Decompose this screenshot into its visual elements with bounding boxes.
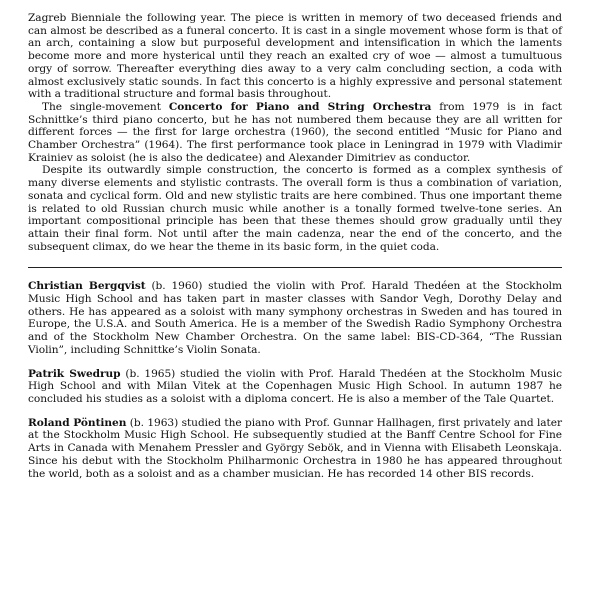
essay-paragraph-3: [28, 164, 562, 253]
biographies-section: [28, 280, 562, 480]
essay-paragraph-1-text: Zagreb Bienniale the following year. The piece is written in memory of two deceased friends and can almost be described as a funeral concerto. It is cast in a single movement whose form is that of an arch, containing a slow but purposeful development and intensification in which the laments become more and more hysterical until they reach an exalted cry of woe — almost a tumultuous orgy of sorrow. Thereafter everything dies away to a very calm concluding section, a coda with almost exclusively static sounds. In fact this concerto is a highly expressive and personal statement with a traditional structure and formal basis throughout.: [28, 12, 562, 101]
section-divider: [28, 267, 562, 268]
essay-paragraph-2-text: from 1979 is in fact Schnittke’s third piano concerto, but he has not numbered them because they are all written for different forces — the first for large orchestra (1960), the second entitled “Music for Piano and Chamber Orchestra” (1964). The first performance took place in Leningrad in 1979 with Vladimir Krainiev as soloist (he is also the dedicatee) and Alexander Dimitriev as conductor.: [28, 100, 562, 164]
work-title: Concerto for Piano and String Orchestra: [168, 100, 432, 113]
bio-paragraph: [28, 417, 562, 481]
essay-paragraph-1: [28, 12, 562, 101]
essay-section: [28, 12, 562, 253]
bio-text: (b. 1963) studied the piano with Prof. Gunnar Hallhagen, first privately and later at the Stockholm Music High School. He subsequently studied at the Banff Centre School for Fine Arts in Canada with Menahem Pressler and György Sebök, and in Vienna with Elisabeth Leonskaja. Since his debut with the Stockholm Philharmonic Orchestra in 1980 he has appeared throughout the world, both as a soloist and as a chamber musician. He has recorded 14 other BIS records.: [28, 416, 562, 480]
booklet-page: [28, 12, 562, 491]
essay-paragraph-3-text: Despite its outwardly simple construction, the concerto is formed as a complex synthesis of many diverse elements and stylistic contrasts. The overall form is thus a combination of variation, sonata and cyclical form. Old and new stylistic traits are here combined. Thus one important theme is related to old Russian church music while another is a tonally formed twelve-tone series. An important compositional principle has been that these themes should grow gradually until they attain their final form. Not until after the main cadenza, near the end of the concerto, and the subsequent climax, do we hear the theme in its basic form, in the quiet coda.: [28, 164, 562, 253]
bio-paragraph: [28, 280, 562, 356]
essay-paragraph-2: [28, 101, 562, 165]
bio-name: Roland Pöntinen: [28, 416, 127, 429]
bio-text: (b. 1960) studied the violin with Prof. Harald Thedéen at the Stockholm Music High School and has taken part in master classes with Sandor Vegh, Dorothy Delay and others. He has appeared as a soloist with many symphony orchestras in Sweden and has toured in Europe, the U.S.A. and South America. He is a member of the Swedish Radio Symphony Orchestra and of the Stockholm New Chamber Orchestra. On the same label: BIS-CD-364, “The Russian Violin”, including Schnittke’s Violin Sonata.: [28, 280, 562, 356]
bio-name: Patrik Swedrup: [28, 367, 121, 380]
bio-paragraph: [28, 368, 562, 406]
bio-name: Christian Bergqvist: [28, 280, 146, 293]
bio-text: (b. 1965) studied the violin with Prof. Harald Thedéen at the Stockholm Music High School and with Milan Vitek at the Copenhagen Music High School. In autumn 1987 he concluded his studies as a soloist with a diploma concert. He is also a member of the Tale Quartet.: [28, 367, 562, 405]
essay-paragraph-2-lead: The single-movement: [42, 100, 169, 113]
